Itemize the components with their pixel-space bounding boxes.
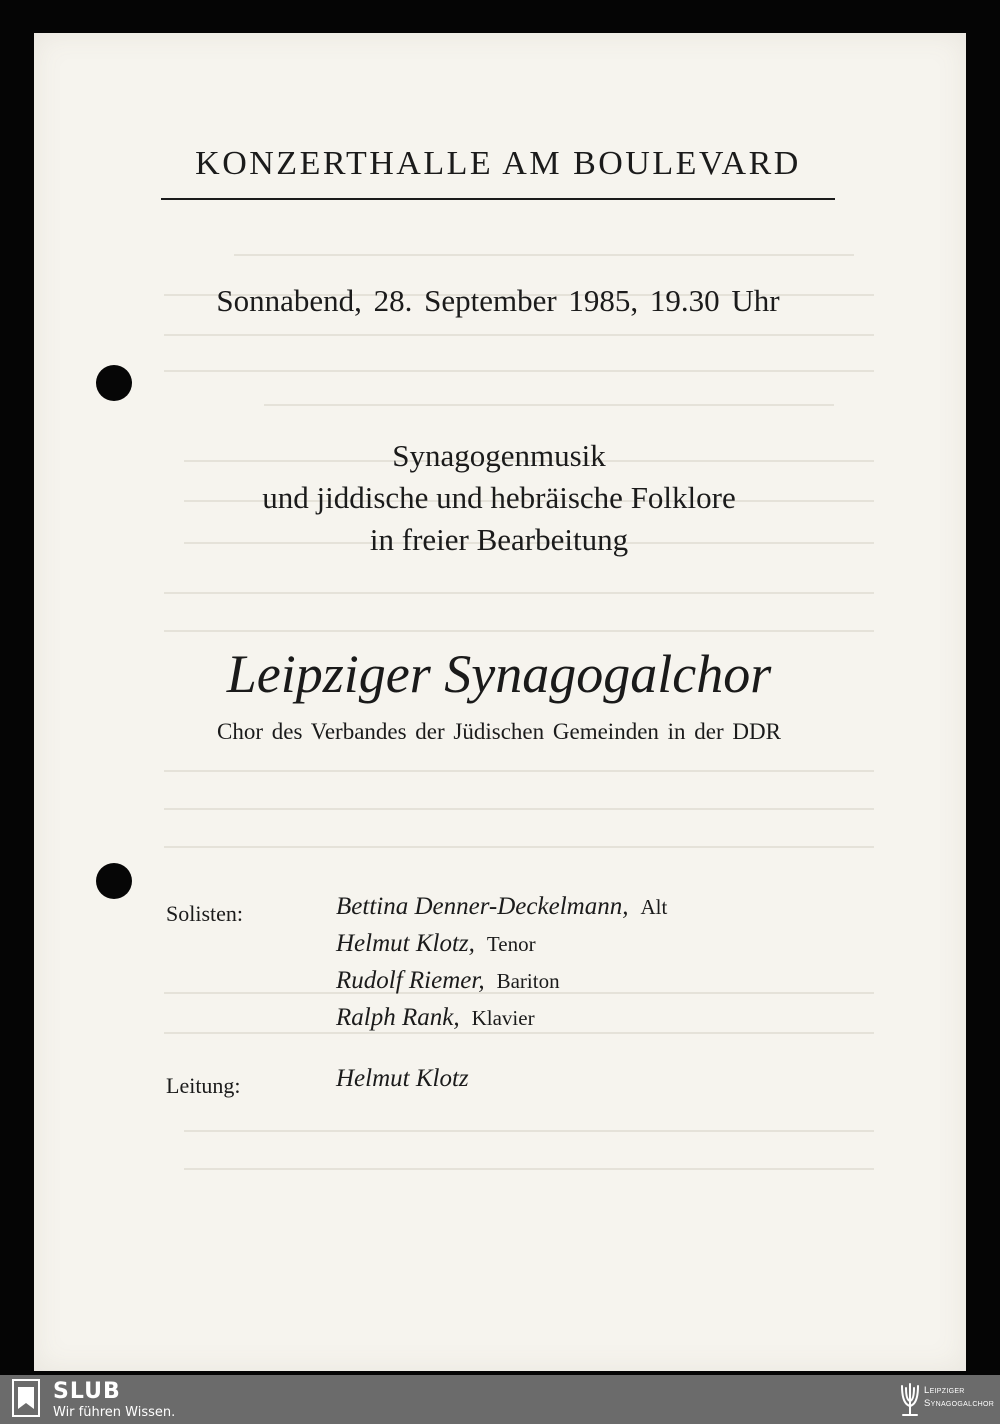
program-subtitle-line-1: Synagogenmusik: [392, 438, 606, 473]
soloist-voice: Alt: [640, 895, 668, 919]
punch-hole-bottom: [96, 863, 132, 899]
soloist-voice: Tenor: [486, 932, 536, 956]
slub-logo-icon: [12, 1379, 40, 1417]
menorah-icon: [897, 1378, 923, 1420]
footer-bar: [0, 1375, 1000, 1424]
choir-description: Chor des Verbandes der Jüdischen Gemeinden in der DDR: [217, 719, 781, 744]
choir-brand: [924, 1384, 996, 1410]
punch-hole-top: [96, 365, 132, 401]
director-entry: [336, 1065, 469, 1093]
library-name: SLUB: [53, 1379, 121, 1404]
director-name: Helmut Klotz: [336, 1065, 469, 1092]
soloist-name: Bettina Denner-Deckelmann,: [336, 893, 629, 920]
soloist-name: Ralph Rank,: [336, 1004, 460, 1031]
soloist-entry: [336, 1004, 535, 1032]
event-date: Sonnabend, 28. September 1985, 19.30 Uhr: [216, 283, 780, 318]
soloist-entry: [336, 930, 536, 958]
soloist-entry: [336, 967, 560, 995]
venue-title: KONZERTHALLE AM BOULEVARD: [195, 145, 801, 182]
choir-name: Leipziger Synagogalchor: [226, 644, 772, 704]
program-sheet: [34, 33, 966, 1371]
soloist-entry: [336, 893, 667, 921]
soloist-name: Rudolf Riemer,: [336, 967, 485, 994]
program-subtitle-line-3: in freier Bearbeitung: [369, 522, 629, 557]
soloists-label: Solisten:: [166, 901, 244, 926]
program-subtitle-line-2: und jiddische und hebräische Folklore: [262, 480, 736, 515]
choir-brand-line-2: Synagogalchor: [924, 1398, 995, 1409]
choir-brand-line-1: Leipziger: [924, 1385, 965, 1396]
title-divider: [161, 198, 835, 200]
soloist-voice: Bariton: [496, 969, 560, 993]
library-slogan: Wir führen Wissen.: [53, 1405, 176, 1420]
soloist-name: Helmut Klotz,: [336, 930, 475, 957]
soloist-voice: Klavier: [471, 1006, 535, 1030]
direction-label: Leitung:: [166, 1073, 241, 1098]
